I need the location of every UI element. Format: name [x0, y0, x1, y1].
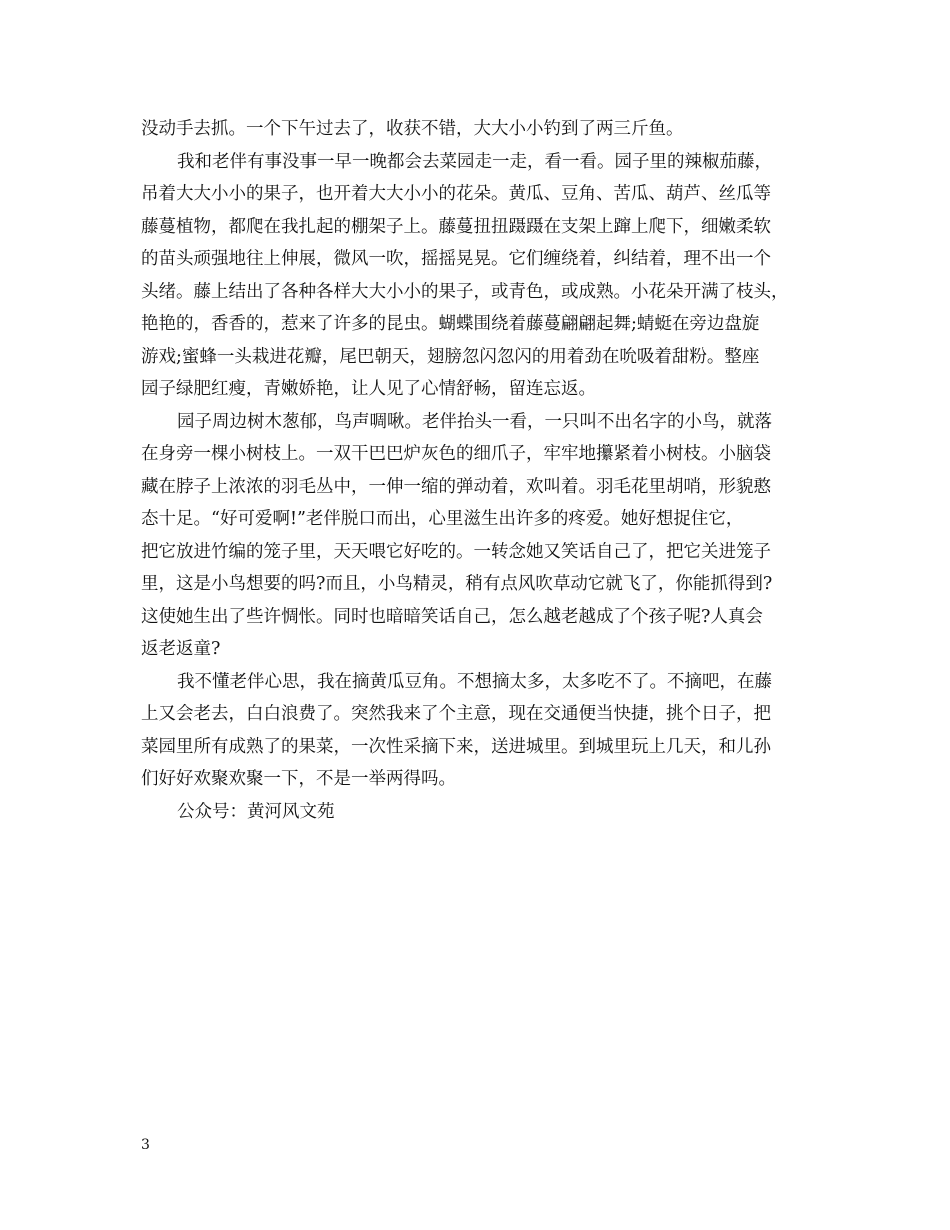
text-line: 里，这是小鸟想要的吗?而且，小鸟精灵，稍有点风吹草动它就飞了，你能抓得到?	[141, 574, 773, 594]
text-line: 没动手去抓。一个下午过去了，收获不错，大大小小钓到了两三斤鱼。	[141, 119, 684, 139]
paragraph-first-line: 我不懂老伴心思，我在摘黄瓜豆角。不想摘太多，太多吃不了。不摘吧，在藤	[177, 671, 772, 692]
text-line: 菜园里所有成熟了的果菜，一次性采摘下来，送进城里。到城里玩上几天，和儿孙	[141, 736, 771, 757]
text-line: 返老返童?	[141, 639, 221, 659]
text-line: 把它放进竹编的笼子里，天天喂它好吃的。一转念她又笑话自己了，把它关进笼子	[141, 541, 771, 562]
text-line: 们好好欢聚欢聚一下，不是一举两得吗。	[141, 769, 456, 789]
body-text	[141, 113, 819, 828]
text-line: 态十足。“好可爱啊!”老伴脱口而出，心里滋生出许多的疼爱。她好想捉住它，	[141, 509, 744, 529]
paragraph-first-line: 我和老伴有事没事一早一晚都会去菜园走一走，看一看。园子里的辣椒茄藤，	[177, 151, 772, 172]
paragraph-first-line: 园子周边树木葱郁，鸟声啁啾。老伴抬头一看，一只叫不出名字的小鸟，就落	[177, 411, 772, 432]
text-line: 这使她生出了些许惆怅。同时也暗暗笑话自己，怎么越老越成了个孩子呢?人真会	[141, 606, 763, 627]
text-line: 园子绿肥红瘦，青嫩娇艳，让人见了心情舒畅，留连忘返。	[141, 379, 596, 399]
text-line: 藏在脖子上浓浓的羽毛丛中，一伸一缩的弹动着，欢叫着。羽毛花里胡哨，形貌憨	[141, 476, 771, 497]
text-line: 的苗头顽强地往上伸展，微风一吹，摇摇晃晃。它们缠绕着，纠结着，理不出一个	[141, 249, 771, 269]
text-line: 上又会老去，白白浪费了。突然我来了个主意，现在交通便当快捷，挑个日子，把	[141, 704, 771, 724]
text-line: 游戏;蜜蜂一头栽进花瓣，尾巴朝天，翅膀忽闪忽闪的用着劲在吮吸着甜粉。整座	[141, 346, 760, 367]
source-credit-line: 公众号：黄河风文苑	[177, 801, 335, 822]
text-line: 头绪。藤上结出了各种各样大大小小的果子，或青色，或成熟。小花朵开满了枝头，	[141, 281, 789, 302]
text-line: 藤蔓植物，都爬在我扎起的棚架子上。藤蔓扭扭蹑蹑在支架上蹿上爬下，细嫩柔软	[141, 216, 771, 237]
text-line: 在身旁一棵小树枝上。一双干巴巴炉灰色的细爪子，牢牢地攥紧着小树枝。小脑袋	[141, 444, 771, 464]
text-line: 吊着大大小小的果子，也开着大大小小的花朵。黄瓜、豆角、苦瓜、葫芦、丝瓜等	[141, 184, 771, 204]
page-number: 3	[141, 1137, 150, 1153]
text-line: 艳艳的，香香的，惹来了许多的昆虫。蝴蝶围绕着藤蔓翩翩起舞;蜻蜓在旁边盘旋	[141, 314, 760, 334]
